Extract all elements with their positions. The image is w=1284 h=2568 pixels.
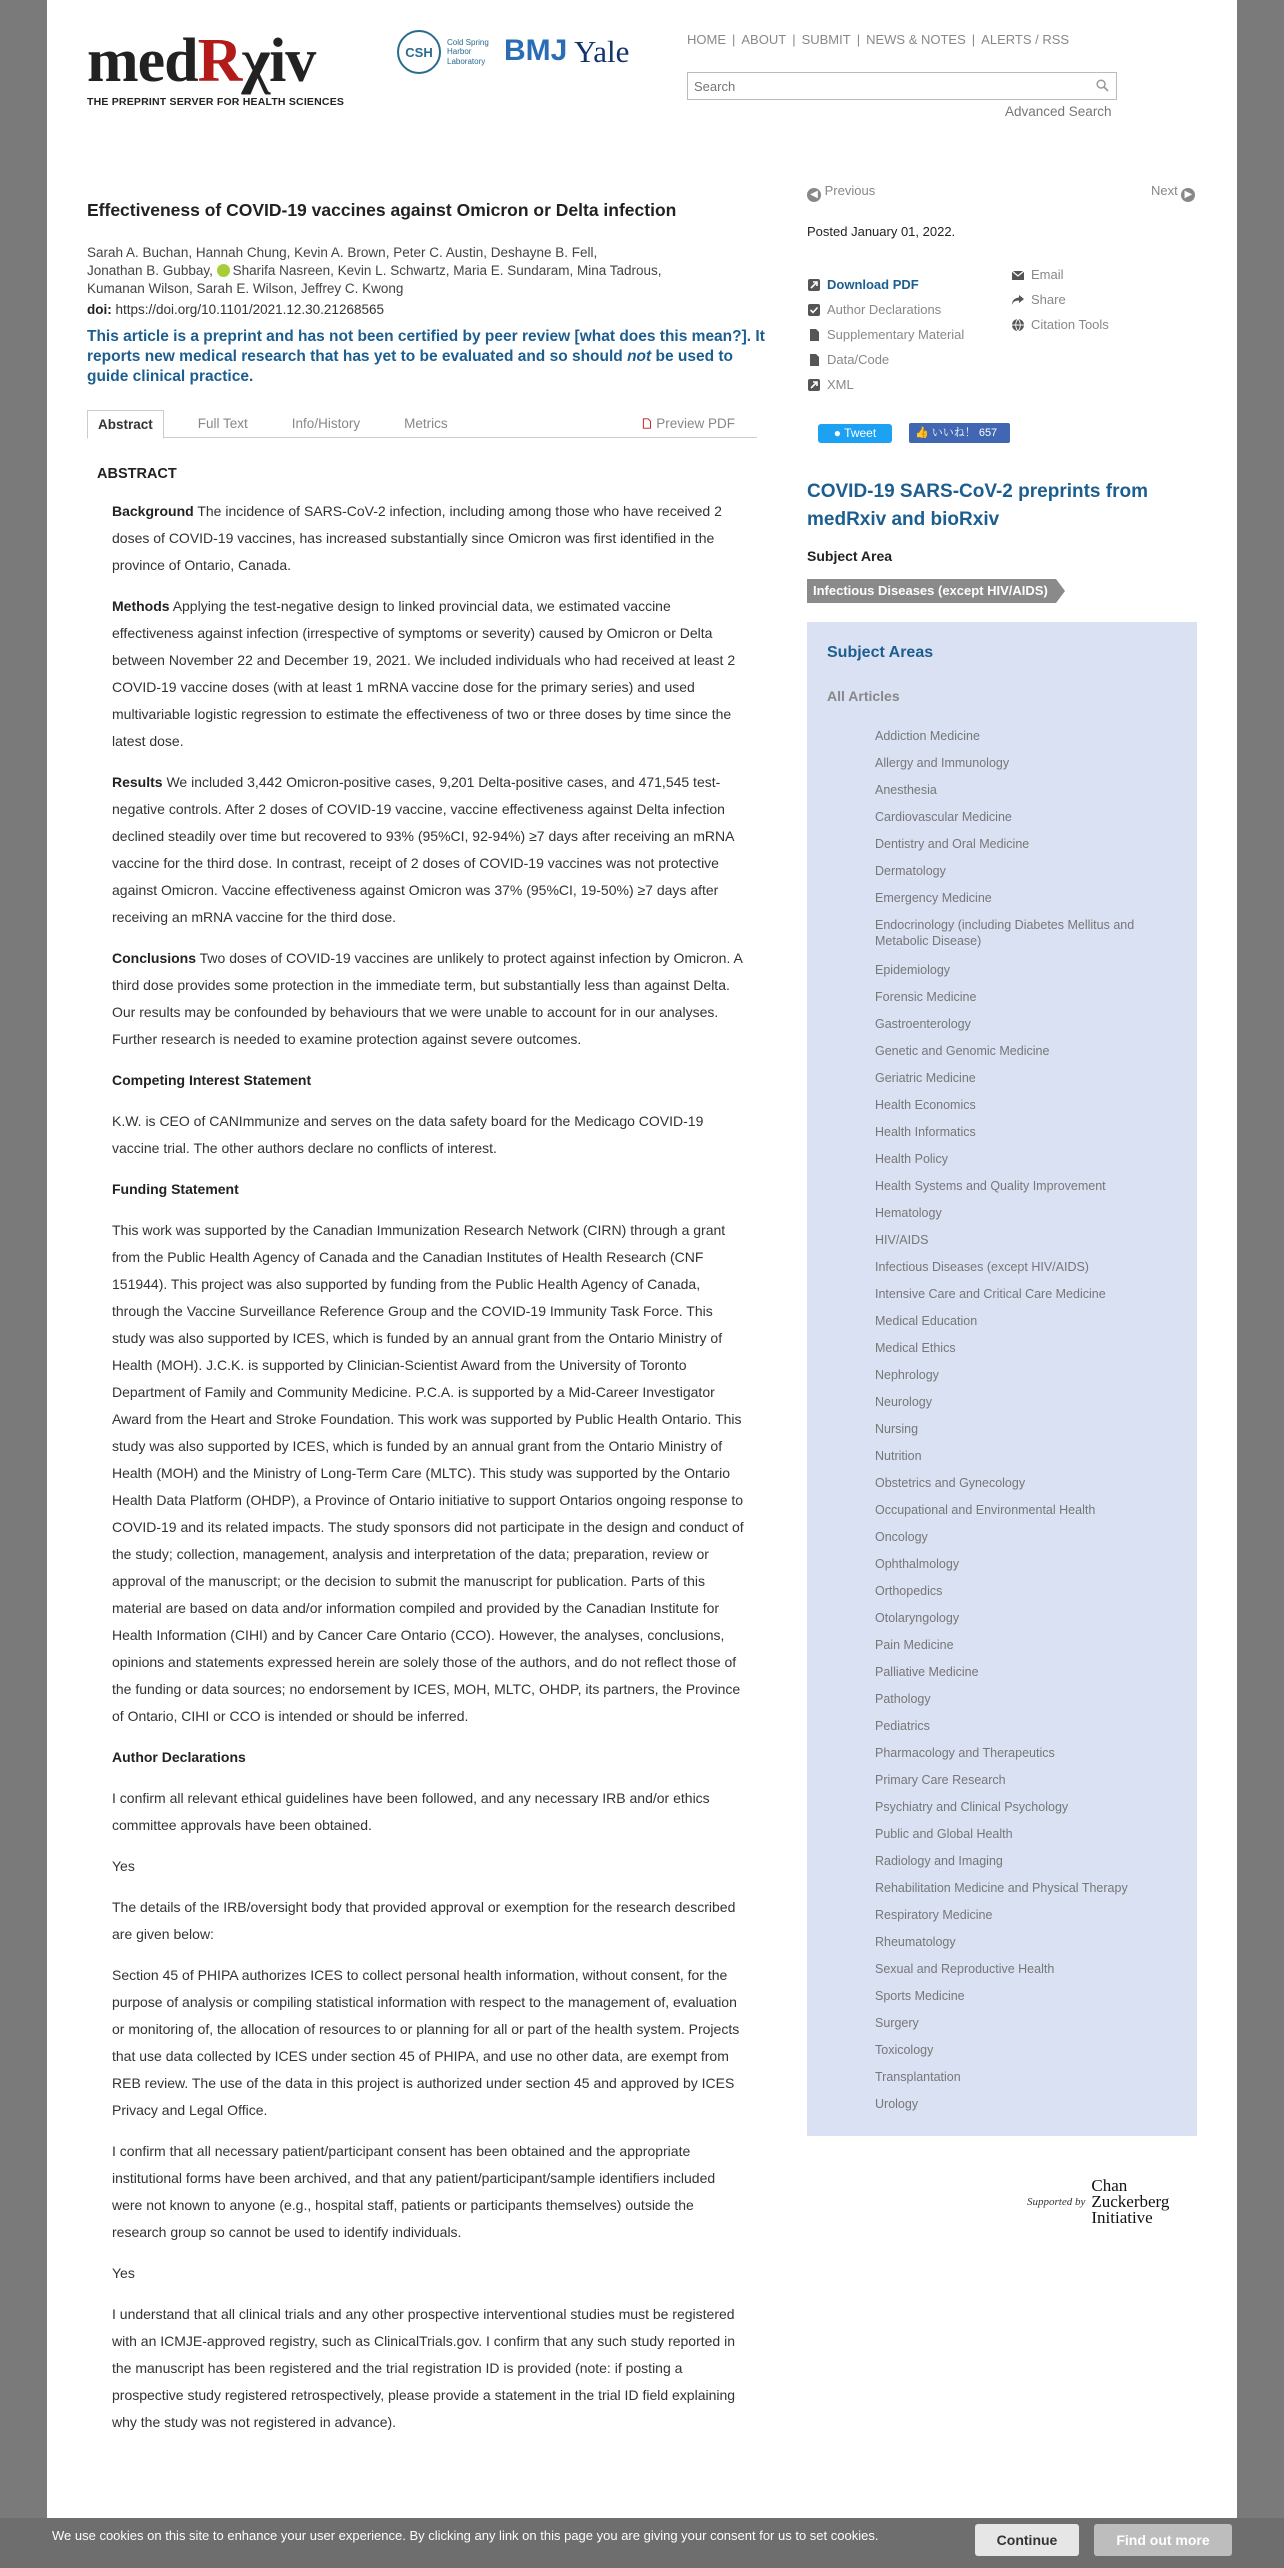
- advanced-search-link[interactable]: Advanced Search: [1005, 104, 1112, 119]
- author-list: [87, 244, 767, 298]
- subject-area-item[interactable]: Endocrinology (including Diabetes Mellitus and Metabolic Disease): [875, 918, 1135, 948]
- subject-area-item[interactable]: Urology: [875, 2097, 919, 2111]
- cookie-continue-button[interactable]: Continue: [975, 2524, 1079, 2556]
- subject-area-item[interactable]: Radiology and Imaging: [875, 1854, 1003, 1868]
- envelope-icon: [1011, 268, 1025, 282]
- tweet-button[interactable]: ● Tweet: [818, 424, 892, 443]
- tab-info-history[interactable]: Info/History: [291, 416, 361, 431]
- thumbs-up-icon: 👍: [915, 427, 929, 439]
- subject-area-item[interactable]: Occupational and Environmental Health: [875, 1503, 1096, 1517]
- logo-tagline: THE PREPRINT SERVER FOR HEALTH SCIENCES: [87, 96, 345, 108]
- subject-area-item[interactable]: Health Policy: [875, 1152, 948, 1166]
- subject-area-item[interactable]: Pharmacology and Therapeutics: [875, 1746, 1055, 1760]
- subject-area-item[interactable]: Health Informatics: [875, 1125, 976, 1139]
- funding-heading: Funding Statement: [112, 1181, 239, 1197]
- checkbox-icon: [807, 303, 821, 317]
- nav-home[interactable]: HOME: [687, 32, 726, 47]
- top-nav: HOME | ABOUT | SUBMIT | NEWS & NOTES | ALERTS / RSS: [687, 32, 1070, 47]
- declaration-5: I understand that all clinical trials and any other prospective interventional studies must be registered with an ICMJE-approved registry, such as ClinicalTrials.gov. I confirm that any such study reported in the manuscript has been registered and the trial registration ID is provided (note: if posting a prospective study registered retrospectively, please provide a statement in the trial ID field explaining why the study was not registered in advance).: [112, 2306, 736, 2430]
- subject-area-list: [875, 728, 1185, 2123]
- subject-area-item[interactable]: Cardiovascular Medicine: [875, 810, 1012, 824]
- medrxiv-logo[interactable]: medRχiv: [87, 27, 316, 95]
- nav-alerts[interactable]: ALERTS / RSS: [981, 32, 1070, 47]
- doi-link[interactable]: https://doi.org/10.1101/2021.12.30.21268565: [115, 302, 384, 317]
- cookie-banner: [0, 2518, 1284, 2568]
- subject-area-item[interactable]: Respiratory Medicine: [875, 1908, 993, 1922]
- author-declarations-link[interactable]: Author Declarations: [807, 297, 964, 322]
- previous-link[interactable]: ◀ Previous: [807, 183, 875, 202]
- subject-area-item[interactable]: Pain Medicine: [875, 1638, 954, 1652]
- file-icon: [807, 353, 821, 367]
- declaration-2: The details of the IRB/oversight body that provided approval or exemption for the research described are given below:: [112, 1899, 736, 1942]
- nav-news[interactable]: NEWS & NOTES: [866, 32, 966, 47]
- article-tools-right: [1011, 262, 1109, 337]
- abstract-results: Results We included 3,442 Omicron-positive cases, 9,201 Delta-positive cases, and 471,545 test-negative controls. After 2 doses of COVID-19 vaccine, vaccine effectiveness against Delta infection declined steadily over time but recovered to 93% (95%CI, 92-94%) ≥7 days after receiving an mRNA vaccine for the third dose. In contrast, receipt of 2 doses of COVID-19 vaccines was not protective against Omicron. Vaccine effectiveness against Omicron was 37% (95%CI, 19-50%) ≥7 days after receiving an mRNA vaccine for the third dose.: [112, 774, 734, 925]
- subject-area-item[interactable]: Nursing: [875, 1422, 919, 1436]
- csh-logo[interactable]: [397, 30, 499, 74]
- share-link[interactable]: Share: [1011, 287, 1109, 312]
- tab-metrics[interactable]: Metrics: [404, 416, 448, 431]
- nav-submit[interactable]: SUBMIT: [801, 32, 851, 47]
- supported-by: [1027, 2178, 1185, 2226]
- declaration-4: I confirm that all necessary patient/participant consent has been obtained and the appropriate institutional forms have been archived, and that any patient/participant/sample identifiers included were not known to anyone (e.g., hospital staff, patients or participants themselves) outside the research group so cannot be used to identify individuals.: [112, 2143, 716, 2240]
- competing-interest-heading: Competing Interest Statement: [112, 1072, 312, 1088]
- yale-logo[interactable]: Yale: [574, 34, 630, 69]
- subject-area-item[interactable]: Anesthesia: [875, 783, 937, 797]
- subject-area-item[interactable]: Public and Global Health: [875, 1827, 1013, 1841]
- globe-icon: [1011, 318, 1025, 332]
- facebook-like-button[interactable]: 👍 いいね！ 657: [909, 423, 1010, 443]
- download-icon: [807, 278, 821, 292]
- article-title: Effectiveness of COVID-19 vaccines against Omicron or Delta infection: [87, 200, 677, 220]
- bmj-logo[interactable]: BMJ: [504, 34, 568, 67]
- data-code-link[interactable]: Data/Code: [807, 347, 964, 372]
- next-link[interactable]: Next ▶: [1151, 183, 1195, 202]
- subject-area-item[interactable]: Nephrology: [875, 1368, 939, 1382]
- subject-area-item[interactable]: Hematology: [875, 1206, 942, 1220]
- subject-area-item[interactable]: Sexual and Reproductive Health: [875, 1962, 1055, 1976]
- subject-area-item[interactable]: Health Systems and Quality Improvement: [875, 1179, 1106, 1193]
- author-declarations-heading: Author Declarations: [112, 1749, 246, 1765]
- document-icon: [641, 418, 652, 429]
- subject-area-item[interactable]: Geriatric Medicine: [875, 1071, 976, 1085]
- subject-area-item[interactable]: Nutrition: [875, 1449, 922, 1463]
- doi: [87, 302, 384, 317]
- posted-date: Posted January 01, 2022.: [807, 224, 956, 239]
- subject-area-item[interactable]: Psychiatry and Clinical Psychology: [875, 1800, 1069, 1814]
- nav-about[interactable]: ABOUT: [741, 32, 787, 47]
- cookie-find-out-more-button[interactable]: Find out more: [1094, 2524, 1232, 2556]
- subject-area-tag[interactable]: Infectious Diseases (except HIV/AIDS): [807, 579, 1056, 603]
- orcid-icon[interactable]: [217, 264, 230, 277]
- subject-area-item[interactable]: Dentistry and Oral Medicine: [875, 837, 1030, 851]
- subject-area-item[interactable]: Sports Medicine: [875, 1989, 965, 2003]
- declaration-yes-1: Yes: [112, 1858, 135, 1874]
- subject-area-item[interactable]: Ophthalmology: [875, 1557, 960, 1571]
- arrow-right-icon: ▶: [1181, 188, 1195, 202]
- all-articles-link[interactable]: All Articles: [827, 688, 900, 704]
- subject-area-item[interactable]: Obstetrics and Gynecology: [875, 1476, 1026, 1490]
- subject-area-item[interactable]: Pediatrics: [875, 1719, 930, 1733]
- declaration-1: I confirm all relevant ethical guidelines have been followed, and any necessary IRB and/or ethics committee approvals have been obtained.: [112, 1790, 710, 1833]
- xml-link[interactable]: XML: [807, 372, 964, 397]
- subject-area-item[interactable]: Genetic and Genomic Medicine: [875, 1044, 1050, 1058]
- csh-mark: CSH: [397, 30, 441, 74]
- tab-abstract[interactable]: Abstract: [87, 410, 164, 439]
- authors-line-3[interactable]: Kumanan Wilson, Sarah E. Wilson, Jeffrey C. Kwong: [87, 281, 404, 296]
- preview-pdf-link[interactable]: Preview PDF: [641, 416, 735, 431]
- subject-area-item[interactable]: Gastroenterology: [875, 1017, 971, 1031]
- subject-area-item[interactable]: Surgery: [875, 2016, 919, 2030]
- supported-by-label: Supported by: [1027, 2196, 1086, 2208]
- subject-area-item[interactable]: Toxicology: [875, 2043, 934, 2057]
- arrow-left-icon: ◀: [807, 188, 821, 202]
- cookie-text: We use cookies on this site to enhance your user experience. By clicking any link on this page you are giving your consent for us to set cookies.: [52, 2528, 879, 2543]
- czi-logo[interactable]: Chan Zuckerberg Initiative: [1091, 2176, 1170, 2227]
- abstract-conclusions: Conclusions Two doses of COVID-19 vaccines are unlikely to protect against infection by Omicron. A third dose provides some protection in the immediate term, but substantially less than against Delta. Our results may be confounded by behaviours that we were unable to account for in our analyses. Further research is needed to examine protection against severe outcomes.: [112, 950, 743, 1047]
- tab-full-text[interactable]: Full Text: [197, 416, 248, 431]
- subject-area-item[interactable]: Intensive Care and Critical Care Medicine: [875, 1287, 1106, 1301]
- subject-area-item[interactable]: Oncology: [875, 1530, 928, 1544]
- twitter-bird-icon: ●: [833, 426, 842, 440]
- competing-interest-text: K.W. is CEO of CANImmunize and serves on the data safety board for the Medicago COVID-19 vaccine trial. The other authors declare no conflicts of interest.: [112, 1113, 704, 1156]
- subject-area-item[interactable]: Medical Ethics: [875, 1341, 956, 1355]
- download-pdf-link[interactable]: Download PDF: [807, 272, 964, 297]
- subject-area-item[interactable]: Emergency Medicine: [875, 891, 992, 905]
- funding-text: This work was supported by the Canadian Immunization Research Network (CIRN) through a grant from the Public Health Agency of Canada and the Canadian Institutes of Health Research (CNF 151944). This project was also supported by funding from the Public Health Agency of Canada, through the Vaccine Surveillance Reference Group and the COVID-19 Immunity Task Force. This study was also supported by ICES, which is funded by an annual grant from the Ontario Ministry of Health (MOH). J.C.K. is supported by Clinician-Scientist Award from the University of Toronto Department of Family and Community Medicine. P.C.A. is supported by a Mid-Career Investigator Award from the Heart and Stroke Foundation. This work was supported by Public Health Ontario. This study was also supported by ICES, which is funded by an annual grant from the Ontario Ministry of Health (MOH) and the Ministry of Long-Term Care (MLTC). This study was supported by the Ontario Health Data Platform (OHDP), a Province of Ontario initiative to support Ontarios ongoing response to COVID-19 and its related impacts. The study sponsors did not participate in the design and conduct of the study; collection, management, analysis and interpretation of the data; preparation, review or approval of the manuscript; or the decision to submit the manuscript for publication. Parts of this material are based on data and/or information compiled and provided by the Canadian Institute for Health Information (CIHI) and by Cancer Care Ontario (CCO). However, the analyses, conclusions, opinions and statements expressed herein are solely those of the authors, and do not reflect those of the funding or data sources; no endorsement by ICES, MOH, MLTC, OHDP, its partners, the Province of Ontario, CIHI or CCO is intended or should be inferred.: [112, 1222, 744, 1724]
- article-tabs: [87, 410, 757, 438]
- search-icon[interactable]: [1096, 79, 1109, 92]
- subject-area-label: Subject Area: [807, 548, 893, 564]
- subject-area-item[interactable]: Rheumatology: [875, 1935, 956, 1949]
- subject-area-item[interactable]: Otolaryngology: [875, 1611, 960, 1625]
- subject-area-item[interactable]: Infectious Diseases (except HIV/AIDS): [875, 1260, 1089, 1274]
- external-link-icon: [807, 378, 821, 392]
- subject-area-item[interactable]: Primary Care Research: [875, 1773, 1006, 1787]
- authors-line-1[interactable]: Sarah A. Buchan, Hannah Chung, Kevin A. Brown, Peter C. Austin, Deshayne B. Fell,: [87, 245, 598, 260]
- subject-area-item[interactable]: Forensic Medicine: [875, 990, 977, 1004]
- search-input[interactable]: [687, 72, 1117, 100]
- abstract-methods: Methods Applying the test-negative design to linked provincial data, we estimated vaccine effectiveness against infection (irrespective of symptoms or severity) caused by Omicron or Delta between November 22 and December 19, 2021. We included individuals who had received at least 2 COVID-19 vaccine doses (with at least 1 mRNA vaccine dose for the primary series) and used multivariable logistic regression to estimate the effectiveness of two or three doses by time since the latest dose.: [112, 598, 736, 749]
- subject-area-item[interactable]: Addiction Medicine: [875, 729, 980, 743]
- covid-preprints-link[interactable]: COVID-19 SARS-CoV-2 preprints from medRxiv and bioRxiv: [807, 481, 1148, 530]
- citation-tools-link[interactable]: Citation Tools: [1011, 312, 1109, 337]
- declaration-yes-2: Yes: [112, 2265, 135, 2281]
- subject-area-item[interactable]: Orthopedics: [875, 1584, 943, 1598]
- subject-areas-title: Subject Areas: [827, 644, 934, 661]
- subject-area-item[interactable]: Medical Education: [875, 1314, 978, 1328]
- subject-areas-panel: [807, 622, 1197, 2136]
- subject-area-item[interactable]: Rehabilitation Medicine and Physical Therapy: [875, 1881, 1128, 1895]
- authors-line-2a[interactable]: Jonathan B. Gubbay,: [87, 263, 213, 278]
- page: [47, 0, 1237, 2568]
- abstract-section: [97, 466, 747, 2450]
- subject-area-item[interactable]: Pathology: [875, 1692, 931, 1706]
- email-link[interactable]: Email: [1011, 262, 1109, 287]
- preprint-warning: This article is a preprint and has not been certified by peer review [what does this mean?]. It reports new medical research that has yet to be evaluated and so should not be used to guide clinical practice.: [87, 328, 765, 385]
- share-icon: [1011, 293, 1025, 307]
- subject-area-item[interactable]: Dermatology: [875, 864, 946, 878]
- file-icon: [807, 328, 821, 342]
- subject-area-item[interactable]: HIV/AIDS: [875, 1233, 929, 1247]
- subject-area-item[interactable]: Epidemiology: [875, 963, 951, 977]
- subject-area-item[interactable]: Allergy and Immunology: [875, 756, 1010, 770]
- subject-area-item[interactable]: Neurology: [875, 1395, 932, 1409]
- abstract-heading: ABSTRACT: [97, 466, 177, 482]
- declaration-3: Section 45 of PHIPA authorizes ICES to collect personal health information, without consent, for the purpose of analysis or compiling statistical information with respect to the management of, evaluation or monitoring of, the allocation of resources to or planning for all or part of the health system. Projects that use data collected by ICES under section 45 of PHIPA, and use no other data, are exempt from REB review. The use of the data in this project is authorized under section 45 and approved by ICES Privacy and Legal Office.: [112, 1967, 740, 2118]
- supplementary-material-link[interactable]: Supplementary Material: [807, 322, 964, 347]
- doi-label: doi:: [87, 302, 112, 317]
- abstract-background: Background The incidence of SARS-CoV-2 infection, including among those who have received 2 doses of COVID-19 vaccines, has increased substantially since Omicron was first identified in the province of Ontario, Canada.: [112, 503, 722, 573]
- subject-area-item[interactable]: Health Economics: [875, 1098, 976, 1112]
- csh-text: Cold Spring Harbor Laboratory: [447, 38, 489, 66]
- authors-line-2b[interactable]: Sharifa Nasreen, Kevin L. Schwartz, Maria E. Sundaram, Mina Tadrous,: [232, 263, 662, 278]
- subject-area-item[interactable]: Transplantation: [875, 2070, 961, 2084]
- subject-area-item[interactable]: Palliative Medicine: [875, 1665, 979, 1679]
- article-tools-left: [807, 272, 964, 397]
